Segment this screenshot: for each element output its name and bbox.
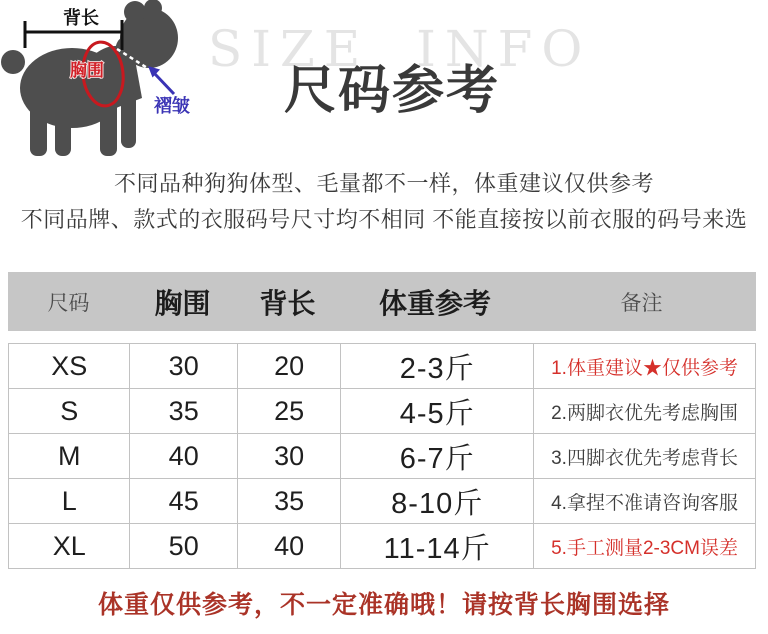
note-cell: 1.体重建议★仅供参考 <box>534 344 756 389</box>
wrinkle-label: 褶皱 <box>154 96 190 116</box>
back-cell: 30 <box>237 434 340 479</box>
note-cell: 3.四脚衣优先考虑背长 <box>534 434 756 479</box>
chest-cell: 30 <box>130 344 237 389</box>
table-row <box>9 389 756 434</box>
col-header-back: 背长 <box>259 287 316 319</box>
chest-cell: 45 <box>130 479 237 524</box>
footer-warning: 体重仅供参考，不一定准确哦！请按背长胸围选择 <box>97 591 670 619</box>
note-cell: 4.拿捏不准请咨询客服 <box>534 479 756 524</box>
chest-girth-label: 胸围 <box>70 61 104 80</box>
weight-cell: 4-5斤 <box>341 389 534 434</box>
size-cell: L <box>9 479 130 524</box>
description-line-1: 不同品种狗狗体型、毛量都不一样，体重建议仅供参考 <box>113 171 654 196</box>
back-length-label: 背长 <box>63 8 99 28</box>
page-title: 尺码参考 <box>283 62 500 120</box>
chest-cell: 35 <box>130 389 237 434</box>
description-line-2: 不同品牌、款式的衣服码号尺寸均不相同 不能直接按以前衣服的码号来选 <box>20 207 748 232</box>
back-cell: 25 <box>237 389 340 434</box>
table-row <box>9 524 756 569</box>
weight-cell: 11-14斤 <box>341 524 534 569</box>
table-row <box>9 344 756 389</box>
weight-cell: 2-3斤 <box>341 344 534 389</box>
col-header-notes: 备注 <box>620 291 663 315</box>
chest-cell: 40 <box>130 434 237 479</box>
size-cell: M <box>9 434 130 479</box>
table-row <box>9 434 756 479</box>
col-header-weight: 体重参考 <box>378 287 491 319</box>
back-cell: 35 <box>237 479 340 524</box>
col-header-size: 尺码 <box>47 291 90 315</box>
weight-cell: 6-7斤 <box>341 434 534 479</box>
chest-cell: 50 <box>130 524 237 569</box>
table-header-band <box>8 272 756 331</box>
size-table <box>8 343 756 569</box>
col-header-chest: 胸围 <box>154 287 211 319</box>
size-info-watermark: SIZE INFO <box>208 20 592 78</box>
size-cell: XS <box>9 344 130 389</box>
note-cell: 5.手工测量2-3CM误差 <box>534 524 756 569</box>
table-row <box>9 479 756 524</box>
back-cell: 40 <box>237 524 340 569</box>
description <box>0 168 768 240</box>
size-cell: XL <box>9 524 130 569</box>
note-cell: 2.两脚衣优先考虑胸围 <box>534 389 756 434</box>
back-cell: 20 <box>237 344 340 389</box>
size-cell: S <box>9 389 130 434</box>
weight-cell: 8-10斤 <box>341 479 534 524</box>
